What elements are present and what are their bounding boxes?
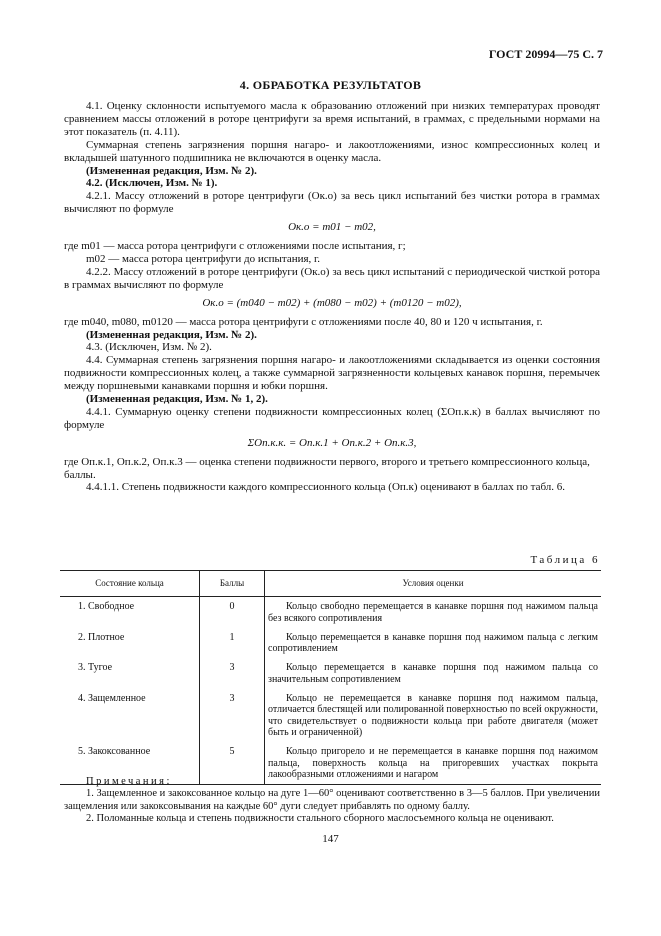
paragraph-4-3: 4.3. (Исключен, Изм. № 2). [86,341,212,354]
formula-2: Oк.о = (m040 − m02) + (m080 − m02) + (m0120 − m02), [202,296,462,309]
table-row [60,628,601,659]
paragraph-4-4-1: 4.4.1. Суммарную оценку степени подвижности компрессионных колец (ΣOп.к.к) в баллах вычисляют по формуле [64,405,600,431]
section-title: 4. ОБРАБОТКА РЕЗУЛЬТАТОВ [239,78,422,92]
criteria: Кольцо перемещается в канавке поршня под нажимом пальца с легким сопротивлением [265,628,602,659]
paragraph-4-2: 4.2. (Исключен, Изм. № 1). [86,177,218,190]
score: 0 [200,597,265,628]
edit-note: (Измененная редакция, Изм. № 1, 2). [86,393,268,406]
section-body [64,100,600,494]
paragraph-4-1: 4.1. Оценку склонности испытуемого масла к образованию отложений при низких температурах проводят сравнением массы отложений в роторе центрифуги за время испытаний, в граммах, с предельными нормами на этот показатель (п. 4.11). [64,100,600,138]
criteria: Кольцо перемещается в канавке поршня под нажимом пальца со значительным сопротивлением [265,658,602,689]
table-header: Условия оценки [265,571,602,597]
notes-title: Примечания: [86,776,172,787]
ring-state: 2. Плотное [78,631,125,643]
where-3: где Oп.к.1, Oп.к.2, Oп.к.3 — оценка степени подвижности первого, второго и третьего компрессионного кольца, баллы. [64,455,590,481]
where-1b: m02 — масса ротора центрифуги до испытания, г. [86,252,321,265]
paragraph-4-2-1: 4.2.1. Массу отложений в роторе центрифуги (Oк.о) за весь цикл испытаний без чистки ротора в граммах вычисляют по формуле [64,190,600,216]
table-row [60,597,601,628]
note-1: 1. Защемленное и закоксованное кольцо на дуге 1—60° оценивают соответственно в 3—5 баллов. При увеличении защемления или закоксовывания на каждые 60° дуги следует прибавлять по одному баллу. [64,788,600,812]
criteria: Кольцо не перемещается в канавке поршня под нажимом пальца, отличается блестящей или полированной поверхностью по всей окружности, что свидетельствует о подвижности кольца при работе двигателя (может быть и ограниченной) [265,689,602,742]
table-row [60,689,601,742]
criteria: Кольцо свободно перемещается в канавке поршня под нажимом пальца без всякого сопротивления [265,597,602,628]
score: 3 [200,689,265,742]
ring-state: 5. Закоксованное [60,742,200,784]
where-1a: где m01 — масса ротора центрифуги с отложениями после испытания, г; [64,240,406,253]
table-header: Состояние кольца [60,571,200,597]
table-caption: Таблица 6 [530,554,600,566]
paragraph-4-4: 4.4. Суммарная степень загрязнения поршня нагаро- и лакоотложениями складывается из оценки состояния подвижности компрессионных колец, а также суммарной загрязненности кольцевых канавок поршня, перемычек между поршневыми канавками поршня и юбки поршня. [64,354,600,393]
formula-1: Oк.о = m01 − m02, [288,221,376,234]
formula-3: ΣOп.к.к. = Oп.к.1 + Oп.к.2 + Oп.к.3, [247,436,417,449]
ring-state: 3. Тугое [78,662,113,674]
score: 5 [200,742,265,784]
ring-state: 4. Защемленное [78,693,146,705]
table-header: Баллы [200,571,265,597]
score: 3 [200,658,265,689]
edit-note: (Измененная редакция, Изм. № 2). [86,164,257,177]
table-row [60,658,601,689]
edit-note: (Измененная редакция, Изм. № 2). [86,328,257,341]
criteria: Кольцо пригорело и не перемещается в канавке поршня под нажимом пальца, поверхность кольца на пригоревших участках покрыта лакообразными отложениями и нагаром [265,742,602,784]
page-number: 147 [322,833,339,845]
page-header: ГОСТ 20994—75 С. 7 [488,47,603,61]
notes [64,776,600,826]
where-2: где m040, m080, m0120 — масса ротора центрифуги с отложениями после 40, 80 и 120 ч испытания, г. [64,315,543,328]
table-6 [60,570,601,785]
paragraph-4-4-1-1: 4.4.1.1. Степень подвижности каждого компрессионного кольца (Oп.к) оценивают в баллах по табл. 6. [86,481,566,494]
paragraph-4-1-b: Суммарная степень загрязнения поршня нагаро- и лакоотложениями, износ компрессионных колец и вкладышей шатунного подшипника не включаются в оценку масла. [64,138,600,164]
note-2: 2. Поломанные кольца и степень подвижности стального сборного маслосъемного кольца не оценивают. [86,813,554,825]
paragraph-4-2-2: 4.2.2. Массу отложений в роторе центрифуги (Oк.о) за весь цикл испытаний с периодической чисткой ротора в граммах вычисляют по формуле [64,265,600,291]
score: 1 [200,628,265,659]
ring-state: 1. Свободное [78,601,135,613]
